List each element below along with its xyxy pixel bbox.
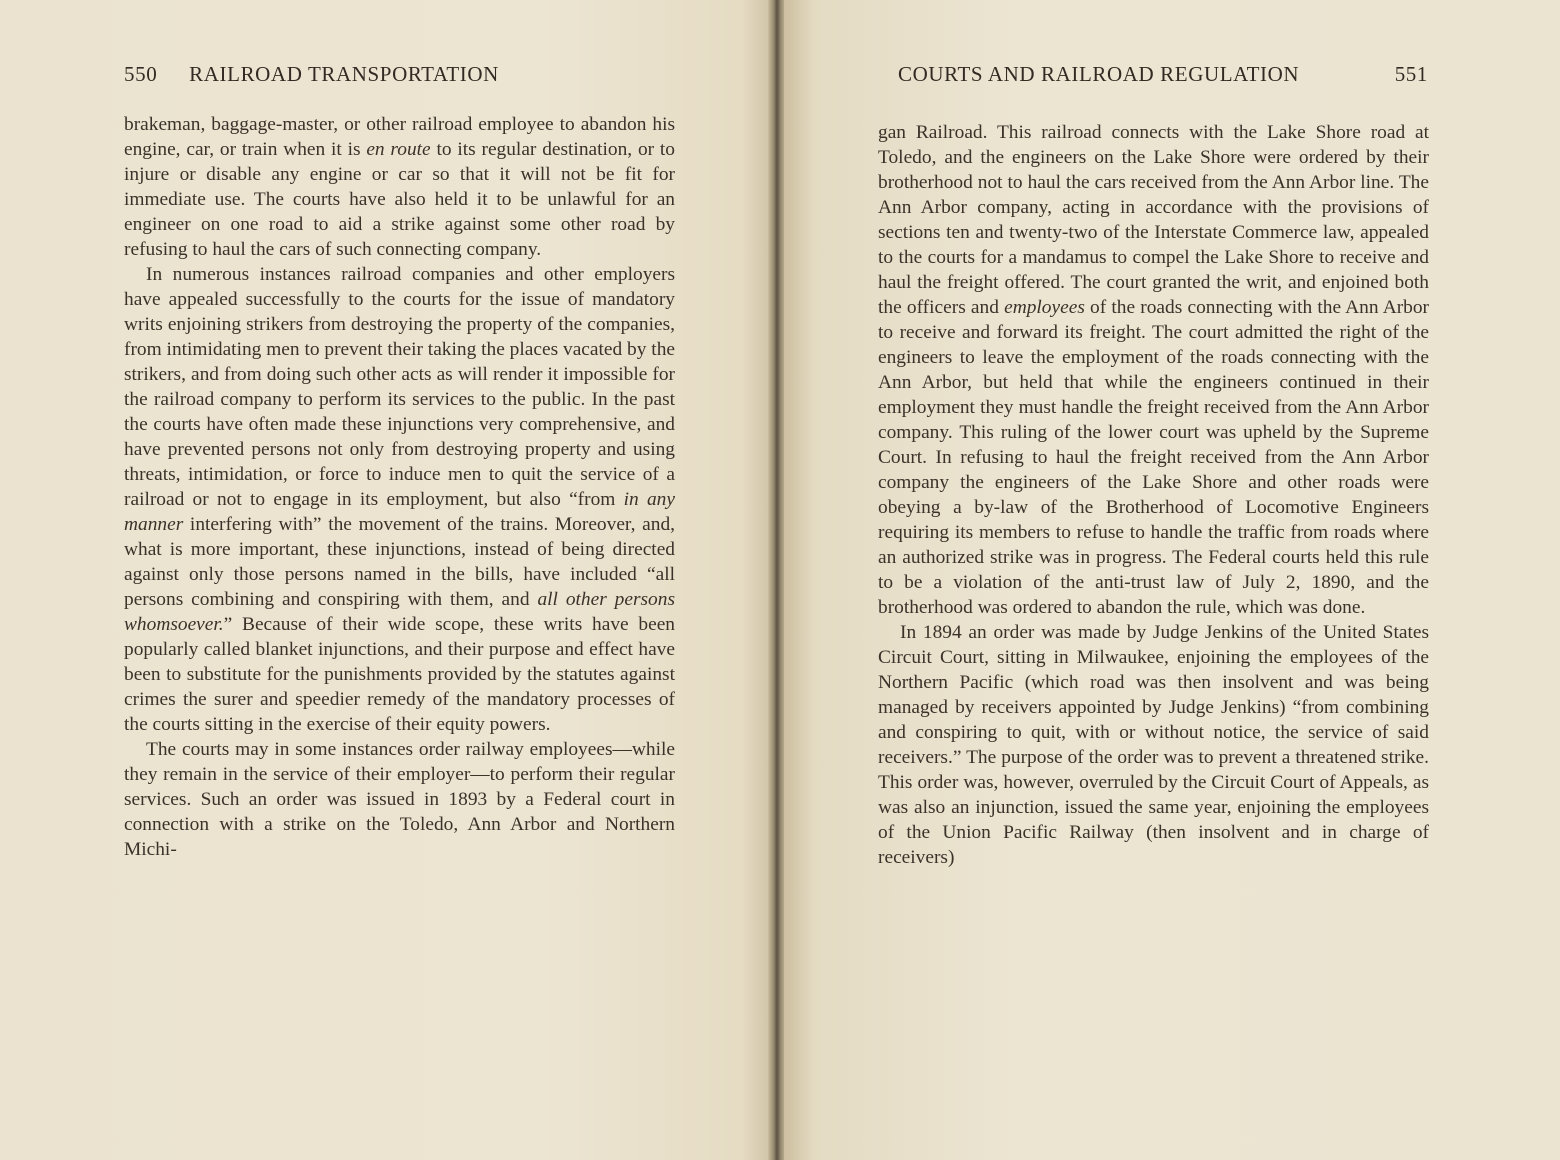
text-run: In 1894 an order was made by Judge Jenkins of the United States Circuit Court, sitting in Milwaukee, enjoining the employees of the Northern Pacific (which road was then insolvent and was being managed by receivers appointed by Judge Jenkins) “from combining and conspiring to quit, with or without notice, the service of said receivers.” The purpose of the order was to prevent a threatened strike. This order was, however, overruled by the Circuit Court of Appeals, as was also an injunction, issued the same year, enjoining the employees of the Union Pacific Railway (then insolvent and in charge of receivers): [878, 622, 1429, 868]
text-run: The courts may in some instances order railway employees—while they remain in the service of their employer—to perform their regular services. Such an order was issued in 1893 by a Federal court in connection with a strike on the Toledo, Ann Arbor and Northern Michi-: [124, 739, 675, 860]
left-body-text: [124, 112, 675, 862]
paragraph: [124, 737, 675, 862]
text-run: brakeman, baggage-master, or other railroad employee to abandon his engine, car, or train when it is: [124, 114, 675, 160]
right-running-head: [898, 62, 1428, 87]
italic-run: employees: [1004, 297, 1085, 318]
text-run: interfering with” the movement of the trains. Moreover, and, what is more important, these injunctions, instead of being directed against only those persons named in the bills, have included “all persons combining and conspiring with them, and: [124, 514, 675, 610]
italic-run: all other persons whomsoever.: [124, 589, 675, 635]
left-running-title: RAILROAD TRANSPORTATION: [189, 62, 499, 86]
italic-run: in any manner: [124, 489, 675, 535]
right-body-text: [878, 120, 1429, 870]
left-page-number: 550: [124, 62, 158, 86]
paragraph: [124, 262, 675, 737]
right-running-title: COURTS AND RAILROAD REGULATION: [898, 62, 1300, 86]
text-run: of the roads connecting with the Ann Arbor to receive and forward its freight. The court admitted the right of the engineers to leave the employment of the roads connecting with the Ann Arbor, but held that while the engineers continued in their employment they must handle the freight received from the Ann Arbor company. This ruling of the lower court was upheld by the Supreme Court. In refusing to haul the freight received from the Ann Arbor company the engineers of the Lake Shore and other roads were obeying a by-law of the Brotherhood of Locomotive Engineers requiring its members to refuse to handle the traffic from roads where an authorized strike was in progress. The Federal courts held this rule to be a violation of the anti-trust law of July 2, 1890, and the brotherhood was ordered to abandon the rule, which was done.: [878, 297, 1429, 618]
paragraph: [878, 620, 1429, 870]
paragraph: [878, 120, 1429, 620]
text-run: In numerous instances railroad companies and other employers have appealed successfully to the courts for the issue of mandatory writs enjoining strikers from destroying the property of the companies, from intimidating men to prevent their taking the places vacated by the strikers, and from doing such other acts as will render it impossible for the railroad company to perform its services to the public. In the past the courts have often made these injunctions very comprehensive, and have prevented persons not only from destroying property and using threats, intimidation, or force to induce men to quit the service of a railroad or not to engage in its employment, but also “from: [124, 264, 675, 510]
left-page: [0, 0, 772, 1160]
text-run: ” Because of their wide scope, these writs have been popularly called blanket injunctions, and their purpose and effect have been to substitute for the punishments provided by the statutes against crimes the surer and speedier remedy of the mandatory processes of the courts sitting in the exercise of their equity powers.: [124, 614, 675, 735]
paragraph: [124, 112, 675, 262]
right-page-number: 551: [1394, 62, 1428, 86]
left-running-head: [124, 62, 499, 87]
text-run: gan Railroad. This railroad connects with the Lake Shore road at Toledo, and the engineers on the Lake Shore were ordered by their brotherhood not to haul the cars received from the Ann Arbor line. The Ann Arbor company, acting in accordance with the provisions of sections ten and twenty-two of the Interstate Commerce law, appealed to the courts for a mandamus to compel the Lake Shore to receive and haul the freight offered. The court granted the writ, and enjoined both the officers and: [878, 122, 1429, 318]
text-run: to its regular destination, or to injure or disable any engine or car so that it will not be fit for immediate use. The courts have also held it to be unlawful for an engineer on one road to aid a strike against some other road by refusing to haul the cars of such connecting company.: [124, 139, 675, 260]
italic-run: en route: [366, 139, 431, 160]
